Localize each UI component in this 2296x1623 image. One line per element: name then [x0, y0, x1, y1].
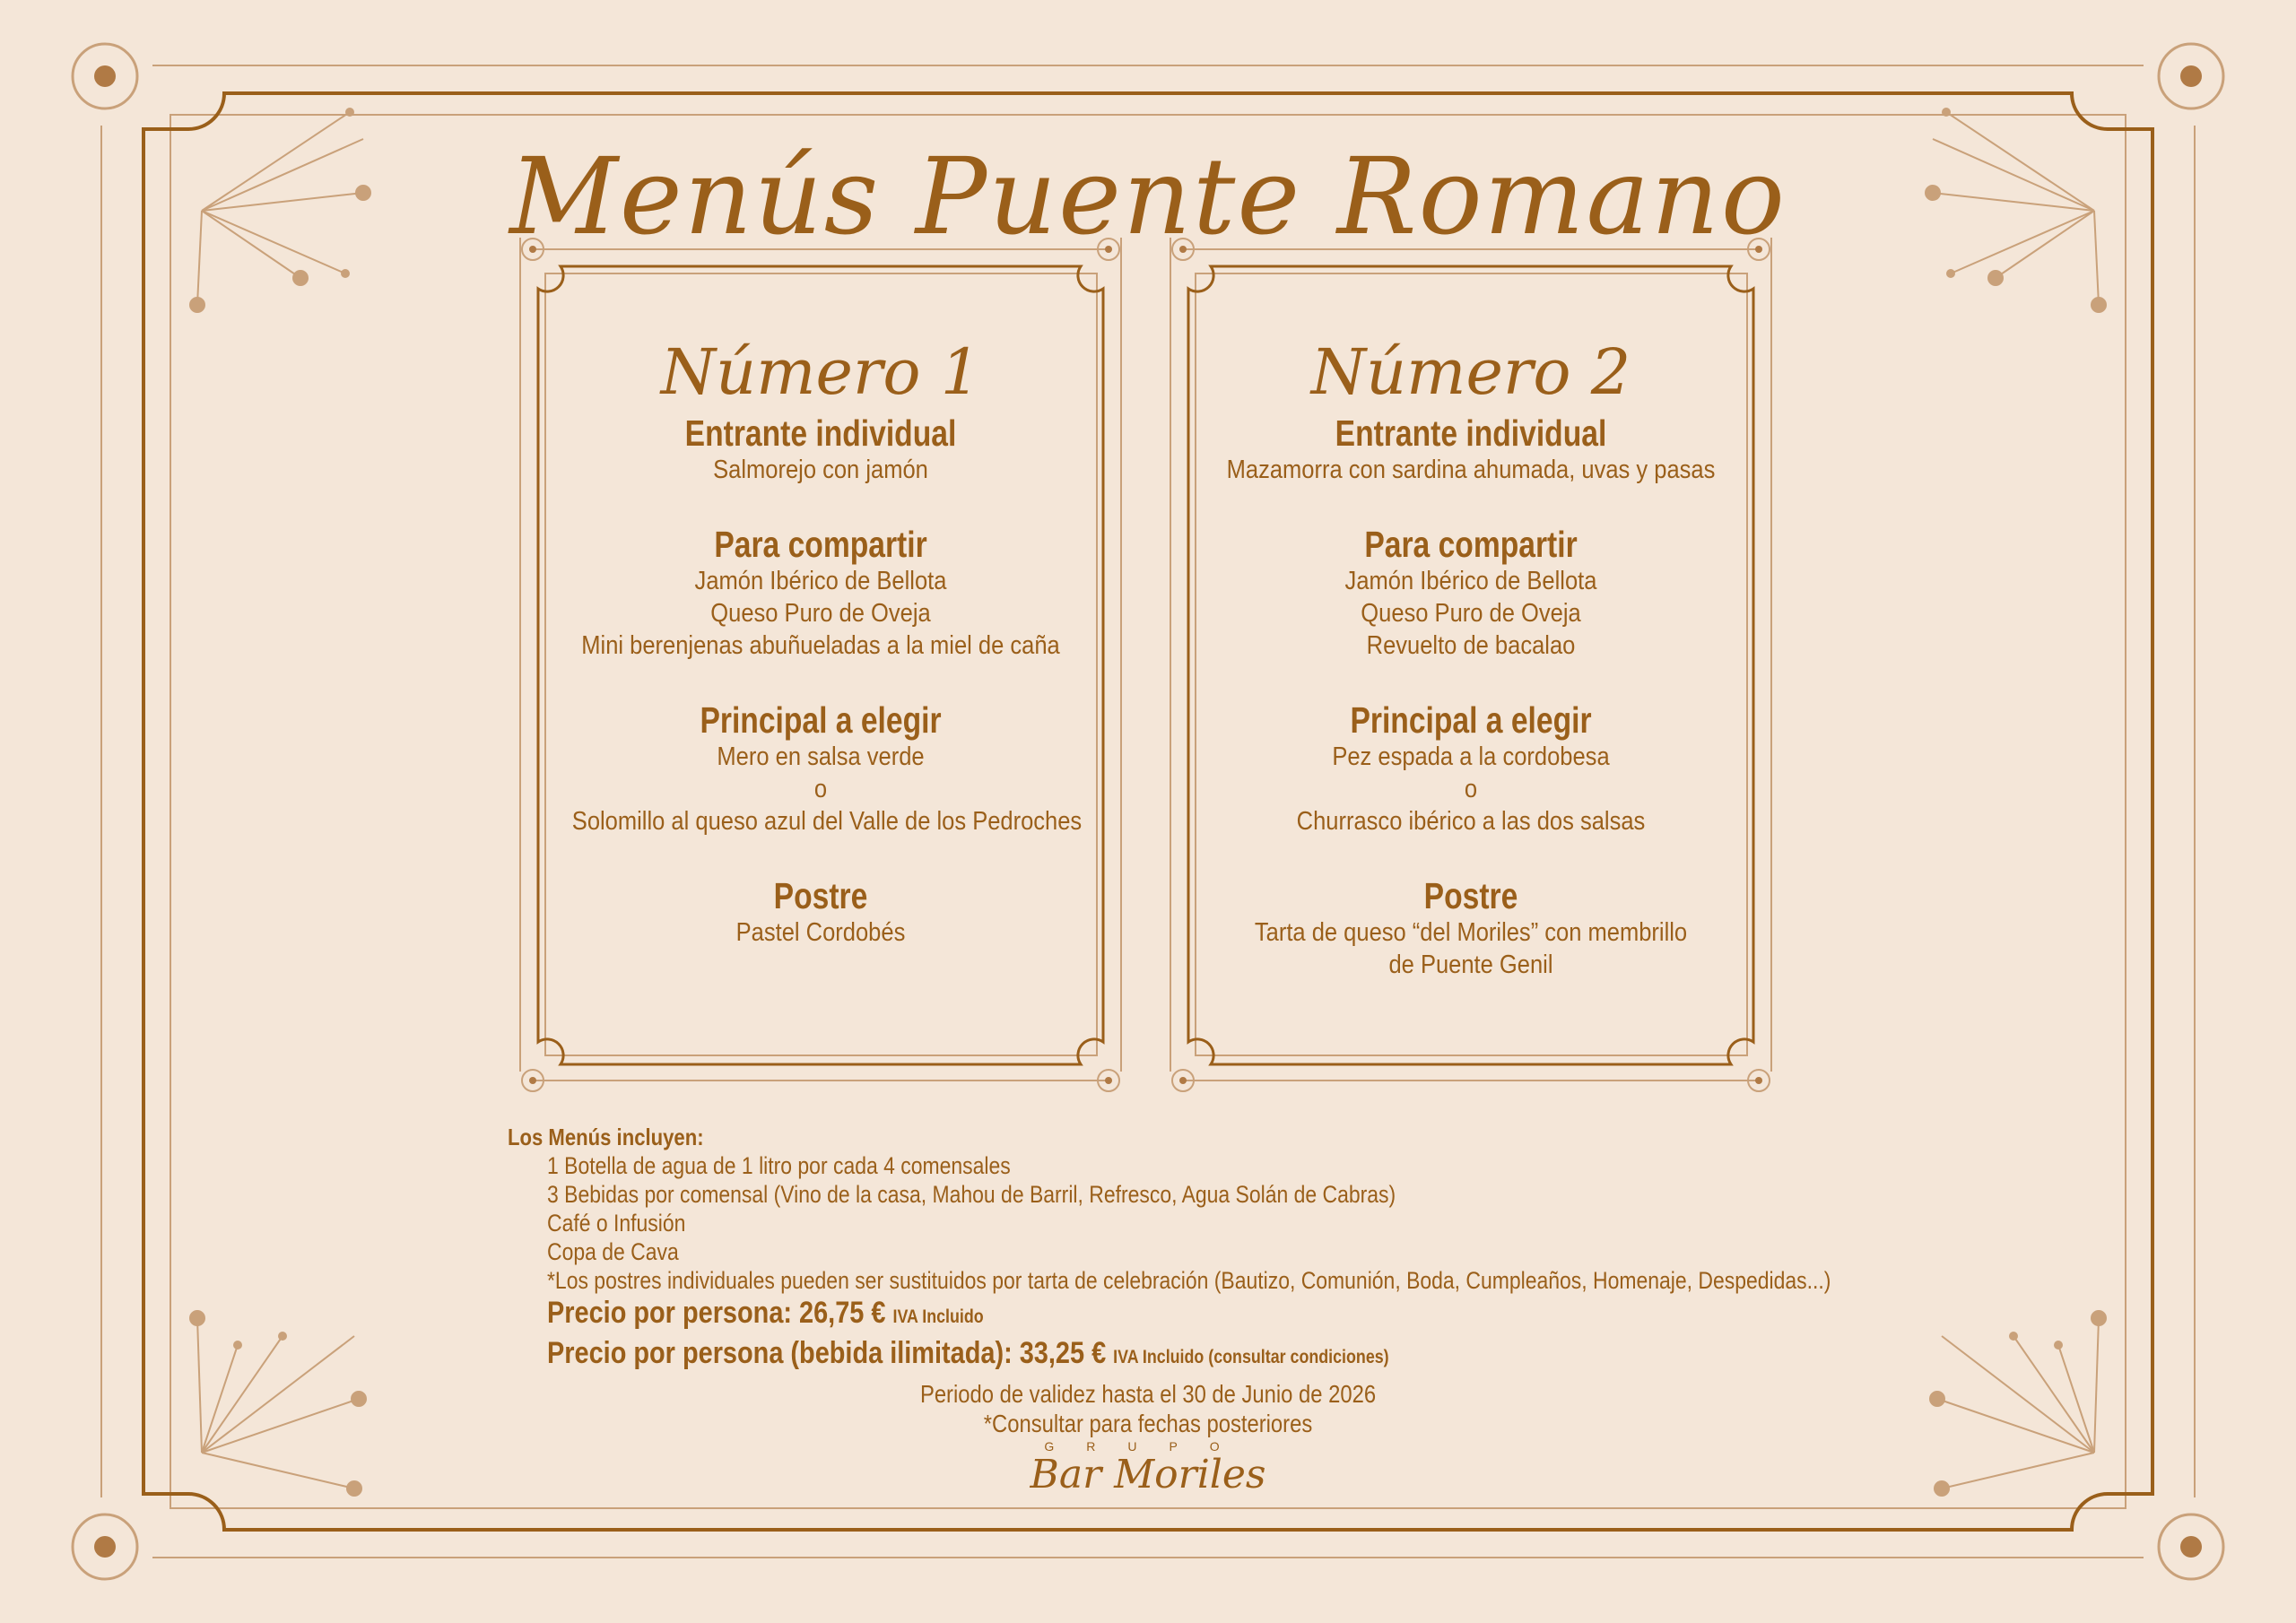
menu-item: Mini berenjenas abuñueladas a la miel de caña — [581, 631, 1060, 660]
menu-title: Número 2 — [1310, 335, 1631, 409]
menu-item: Pez espada a la cordobesa — [1332, 742, 1610, 771]
validity-text: Periodo de validez hasta el 30 de Junio de 2026 — [919, 1380, 1377, 1408]
price-line-2 — [547, 1335, 1831, 1376]
section-heading: Para compartir — [714, 524, 927, 565]
includes-list — [547, 1151, 2057, 1376]
includes-item: 1 Botella de agua de 1 litro por cada 4 comensales — [547, 1152, 1011, 1179]
menu-item: de Puente Genil — [1388, 950, 1553, 979]
menu-item: Tarta de queso “del Moriles” con membrillo — [1254, 918, 1688, 947]
menu-item: Mazamorra con sardina ahumada, uvas y pasas — [1226, 456, 1716, 484]
includes-item: Café o Infusión — [547, 1210, 686, 1237]
menu-item: Queso Puro de Oveja — [1361, 599, 1581, 628]
section-heading: Entrante individual — [684, 412, 957, 454]
menu-title: Número 1 — [660, 335, 981, 409]
menu-item: Jamón Ibérico de Bellota — [1344, 567, 1597, 595]
menu-item: Solomillo al queso azul del Valle de los Pedroches — [571, 807, 1083, 836]
menu-item: Jamón Ibérico de Bellota — [694, 567, 947, 595]
price-1-label: Precio por persona: 26,75 € — [547, 1296, 886, 1330]
includes-heading-wrap — [508, 1123, 738, 1151]
consult-text: *Consultar para fechas posteriores — [983, 1410, 1313, 1437]
menu-item: Queso Puro de Oveja — [710, 599, 931, 628]
menu-item: Salmorejo con jamón — [713, 456, 928, 484]
menu-card-2 — [1188, 332, 1753, 981]
section-heading: Postre — [1423, 875, 1518, 916]
price-2-note: IVA Incluido (consultar condiciones) — [1113, 1347, 1389, 1367]
section-heading: Principal a elegir — [700, 699, 942, 741]
section-heading: Principal a elegir — [1350, 699, 1592, 741]
includes-heading: Los Menús incluyen: — [508, 1124, 704, 1150]
price-2-label: Precio por persona (bebida ilimitada): 33,25 € — [547, 1336, 1107, 1370]
menu-item: o — [1464, 775, 1478, 803]
menu-item: Revuelto de bacalao — [1366, 631, 1576, 660]
menu-item: Churrasco ibérico a las dos salsas — [1296, 807, 1646, 836]
brand-top: GRUPO — [1044, 1439, 1252, 1454]
menu-card-1 — [538, 332, 1103, 949]
menu-item: o — [813, 775, 828, 803]
includes-item: *Los postres individuales pueden ser sustituidos por tarta de celebración (Bautizo, Comunión, Boda, Cumpleaños, Homenaje, Despedidas...) — [547, 1267, 1831, 1294]
footer — [0, 1379, 2296, 1496]
includes-item: 3 Bebidas por comensal (Vino de la casa, Mahou de Barril, Refresco, Agua Solán de Cabras) — [547, 1181, 1396, 1208]
menu-item: Pastel Cordobés — [735, 918, 906, 947]
price-line-1 — [547, 1295, 1831, 1335]
section-heading: Entrante individual — [1335, 412, 1607, 454]
page-title: Menús Puente Romano — [509, 135, 1787, 258]
menu-item: Mero en salsa verde — [717, 742, 925, 771]
price-1-note: IVA Incluido — [892, 1306, 984, 1327]
includes-item: Copa de Cava — [547, 1238, 679, 1265]
brand-logo: Bar Moriles — [1030, 1452, 1266, 1497]
section-heading: Postre — [773, 875, 868, 916]
section-heading: Para compartir — [1364, 524, 1578, 565]
